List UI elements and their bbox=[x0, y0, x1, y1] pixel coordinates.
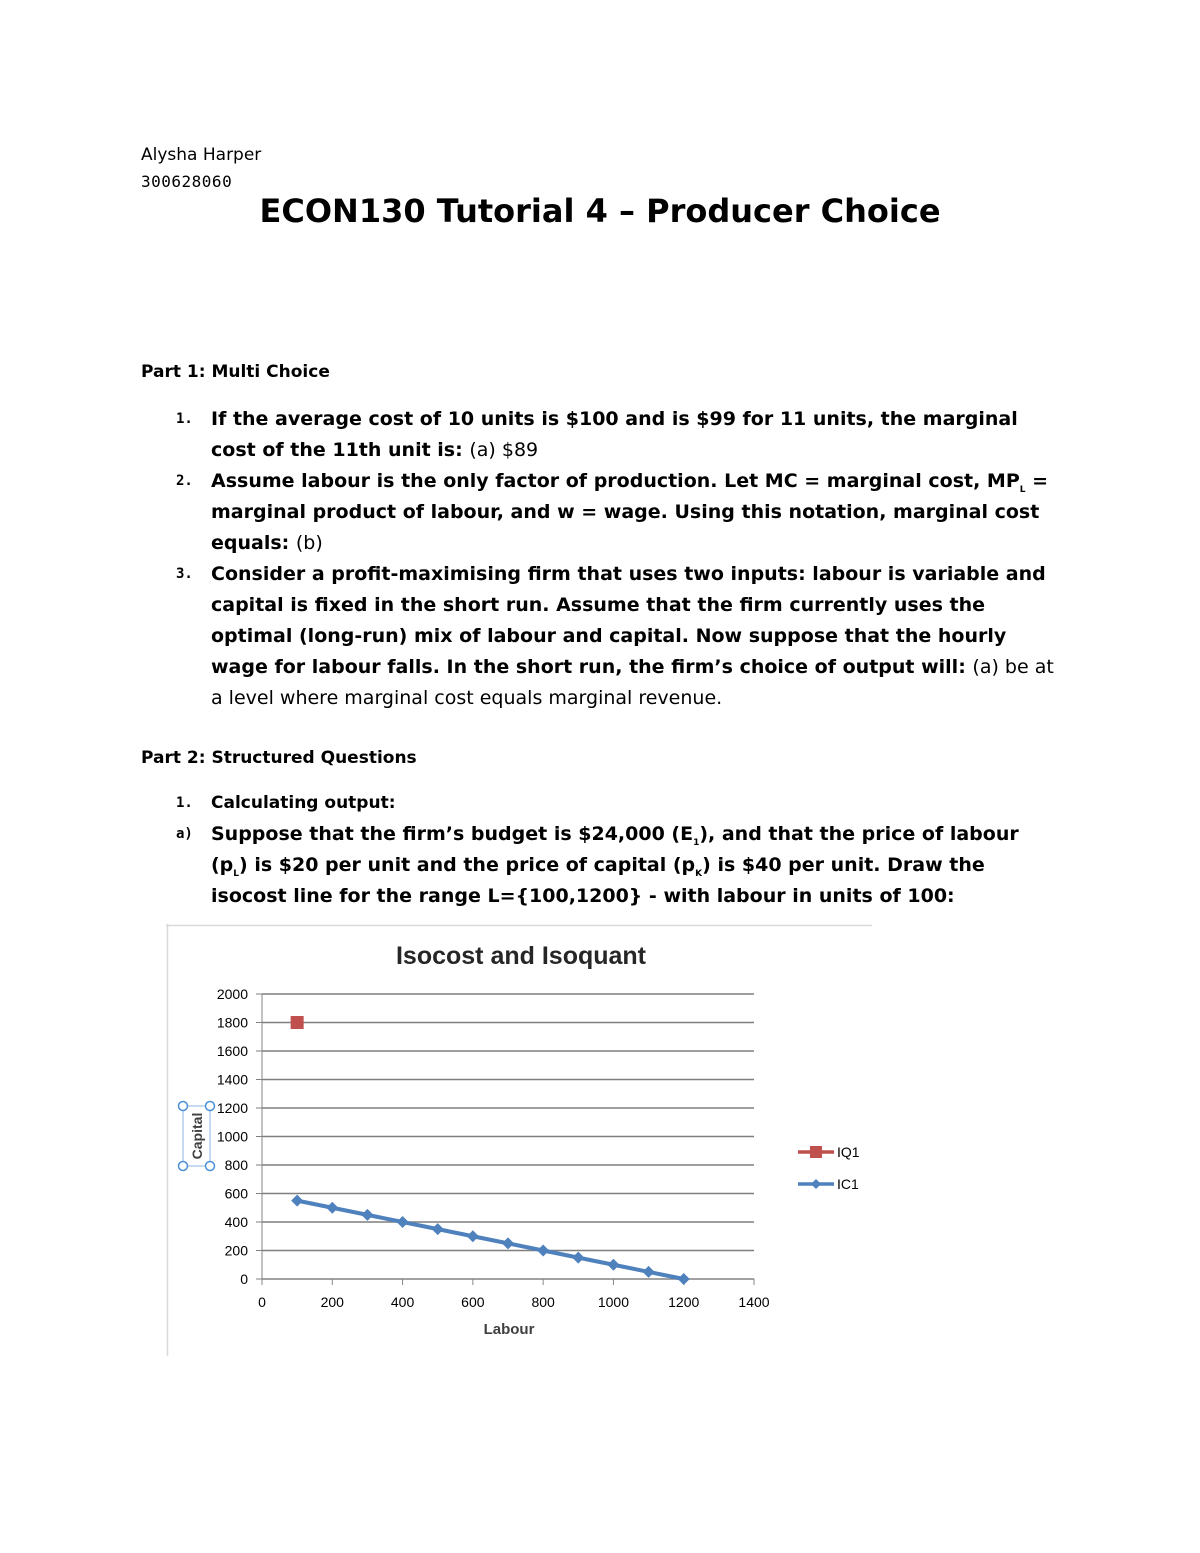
x-tick-label: 200 bbox=[320, 1294, 344, 1310]
y-tick-label: 400 bbox=[224, 1214, 248, 1230]
list-item bbox=[141, 819, 1061, 912]
part1-question-list bbox=[141, 404, 1061, 714]
y-axis-label: Capital bbox=[189, 1112, 205, 1160]
y-tick-label: 1200 bbox=[216, 1100, 248, 1116]
subscript: K bbox=[695, 868, 703, 879]
chart-title: Isocost and Isoquant bbox=[395, 942, 647, 970]
legend-label-iq1: IQ1 bbox=[837, 1144, 860, 1160]
list-number: a) bbox=[176, 826, 193, 842]
selection-handle[interactable] bbox=[179, 1162, 188, 1171]
question-text: Assume labour is the only factor of production. Let MC = marginal cost, MP bbox=[211, 470, 1020, 492]
data-point-ic1 bbox=[643, 1266, 655, 1278]
y-tick-label: 1000 bbox=[216, 1128, 248, 1145]
document-title: ECON130 Tutorial 4 – Producer Choice bbox=[259, 192, 941, 230]
selection-handle[interactable] bbox=[206, 1102, 215, 1111]
legend-marker-iq1 bbox=[810, 1146, 822, 1158]
question-text: ), and that the price of labour (p bbox=[211, 823, 1019, 876]
list-item bbox=[141, 404, 1061, 466]
legend-marker-ic1 bbox=[811, 1179, 821, 1189]
y-axis-title-selection[interactable] bbox=[179, 1102, 215, 1171]
data-point-ic1 bbox=[291, 1195, 303, 1207]
y-tick-label: 1400 bbox=[216, 1071, 248, 1088]
list-item bbox=[141, 788, 1061, 819]
part1-heading: Part 1: Multi Choice bbox=[141, 362, 330, 382]
y-tick-label: 1800 bbox=[216, 1014, 248, 1031]
question-text: Suppose that the firm’s budget is $24,000 (E bbox=[211, 823, 694, 845]
answer-text: (a) $89 bbox=[469, 439, 539, 461]
question-text: Consider a profit-maximising firm that uses two inputs: labour is variable and capital is fixed in the short run. Assume that the firm currently uses the optimal (long-run) mix of labour and capital. Now suppose that the hourly wage for labour falls. In the short run, the firm’s choice of output will: bbox=[211, 563, 1046, 678]
data-point-ic1 bbox=[326, 1202, 338, 1214]
answer-text: (b) bbox=[295, 532, 323, 554]
subscript: L bbox=[233, 868, 240, 879]
x-tick-label: 1400 bbox=[738, 1294, 770, 1310]
data-point-ic1 bbox=[502, 1237, 514, 1249]
list-number: 1. bbox=[176, 411, 193, 427]
data-point-ic1 bbox=[607, 1259, 619, 1271]
selection-handle[interactable] bbox=[179, 1102, 188, 1111]
data-point-ic1 bbox=[572, 1252, 584, 1264]
part2-heading: Part 2: Structured Questions bbox=[141, 748, 417, 768]
legend-label-ic1: IC1 bbox=[837, 1176, 859, 1192]
isocost-chart[interactable] bbox=[166, 924, 872, 1356]
data-point-ic1 bbox=[397, 1216, 409, 1228]
x-axis-label: Labour bbox=[483, 1321, 535, 1338]
selection-handle[interactable] bbox=[206, 1162, 215, 1171]
list-item bbox=[141, 559, 1061, 714]
question-text: Calculating output: bbox=[211, 793, 396, 813]
answer-text: (a) be at a level where marginal cost equals marginal revenue. bbox=[211, 656, 1054, 709]
legend bbox=[798, 1144, 860, 1192]
list-number: 3. bbox=[176, 566, 193, 582]
y-tick-label: 1600 bbox=[216, 1043, 248, 1059]
y-tick-label: 800 bbox=[224, 1157, 248, 1173]
gridlines bbox=[262, 994, 754, 1279]
y-tick-label: 2000 bbox=[216, 986, 248, 1002]
x-tick-label: 1200 bbox=[668, 1294, 700, 1310]
list-number: 1. bbox=[176, 795, 193, 811]
question-text: ) is $20 per unit and the price of capital (p bbox=[239, 854, 696, 876]
data-point-ic1 bbox=[467, 1230, 479, 1242]
subscript: L bbox=[1019, 484, 1026, 495]
data-point-ic1 bbox=[361, 1209, 373, 1221]
list-item bbox=[141, 466, 1061, 559]
data-point-ic1 bbox=[537, 1245, 549, 1257]
student-id: 300628060 bbox=[141, 172, 233, 191]
question-text: ) is $40 per unit. Draw the isocost line for the range L={100,1200} - with labour in units of 100: bbox=[211, 854, 985, 907]
x-tick-label: 1000 bbox=[597, 1294, 630, 1310]
question-text: If the average cost of 10 units is $100 and is $99 for 11 units, the marginal cost of the 11th unit is: bbox=[211, 408, 1018, 461]
list-number: 2. bbox=[176, 473, 193, 489]
y-tick-label: 600 bbox=[224, 1185, 248, 1202]
series-line-ic1 bbox=[297, 1201, 684, 1279]
subscript: 1 bbox=[693, 837, 700, 848]
x-tick-label: 400 bbox=[390, 1294, 415, 1310]
chart-svg bbox=[166, 924, 872, 1356]
x-tick-label: 800 bbox=[531, 1294, 555, 1310]
author-name: Alysha Harper bbox=[141, 145, 262, 165]
data-point-iq1 bbox=[291, 1016, 304, 1029]
axes bbox=[217, 986, 770, 1310]
y-tick-label: 200 bbox=[224, 1242, 248, 1259]
data-point-ic1 bbox=[678, 1273, 690, 1285]
x-tick-label: 0 bbox=[258, 1294, 266, 1310]
question-text: = marginal product of labour, and w = wage. Using this notation, marginal cost equals: bbox=[211, 470, 1049, 554]
data-point-ic1 bbox=[432, 1223, 444, 1235]
x-tick-label: 600 bbox=[461, 1294, 485, 1310]
y-tick-label: 0 bbox=[240, 1271, 248, 1287]
series bbox=[291, 1016, 690, 1285]
part2-question-list bbox=[141, 788, 1061, 912]
